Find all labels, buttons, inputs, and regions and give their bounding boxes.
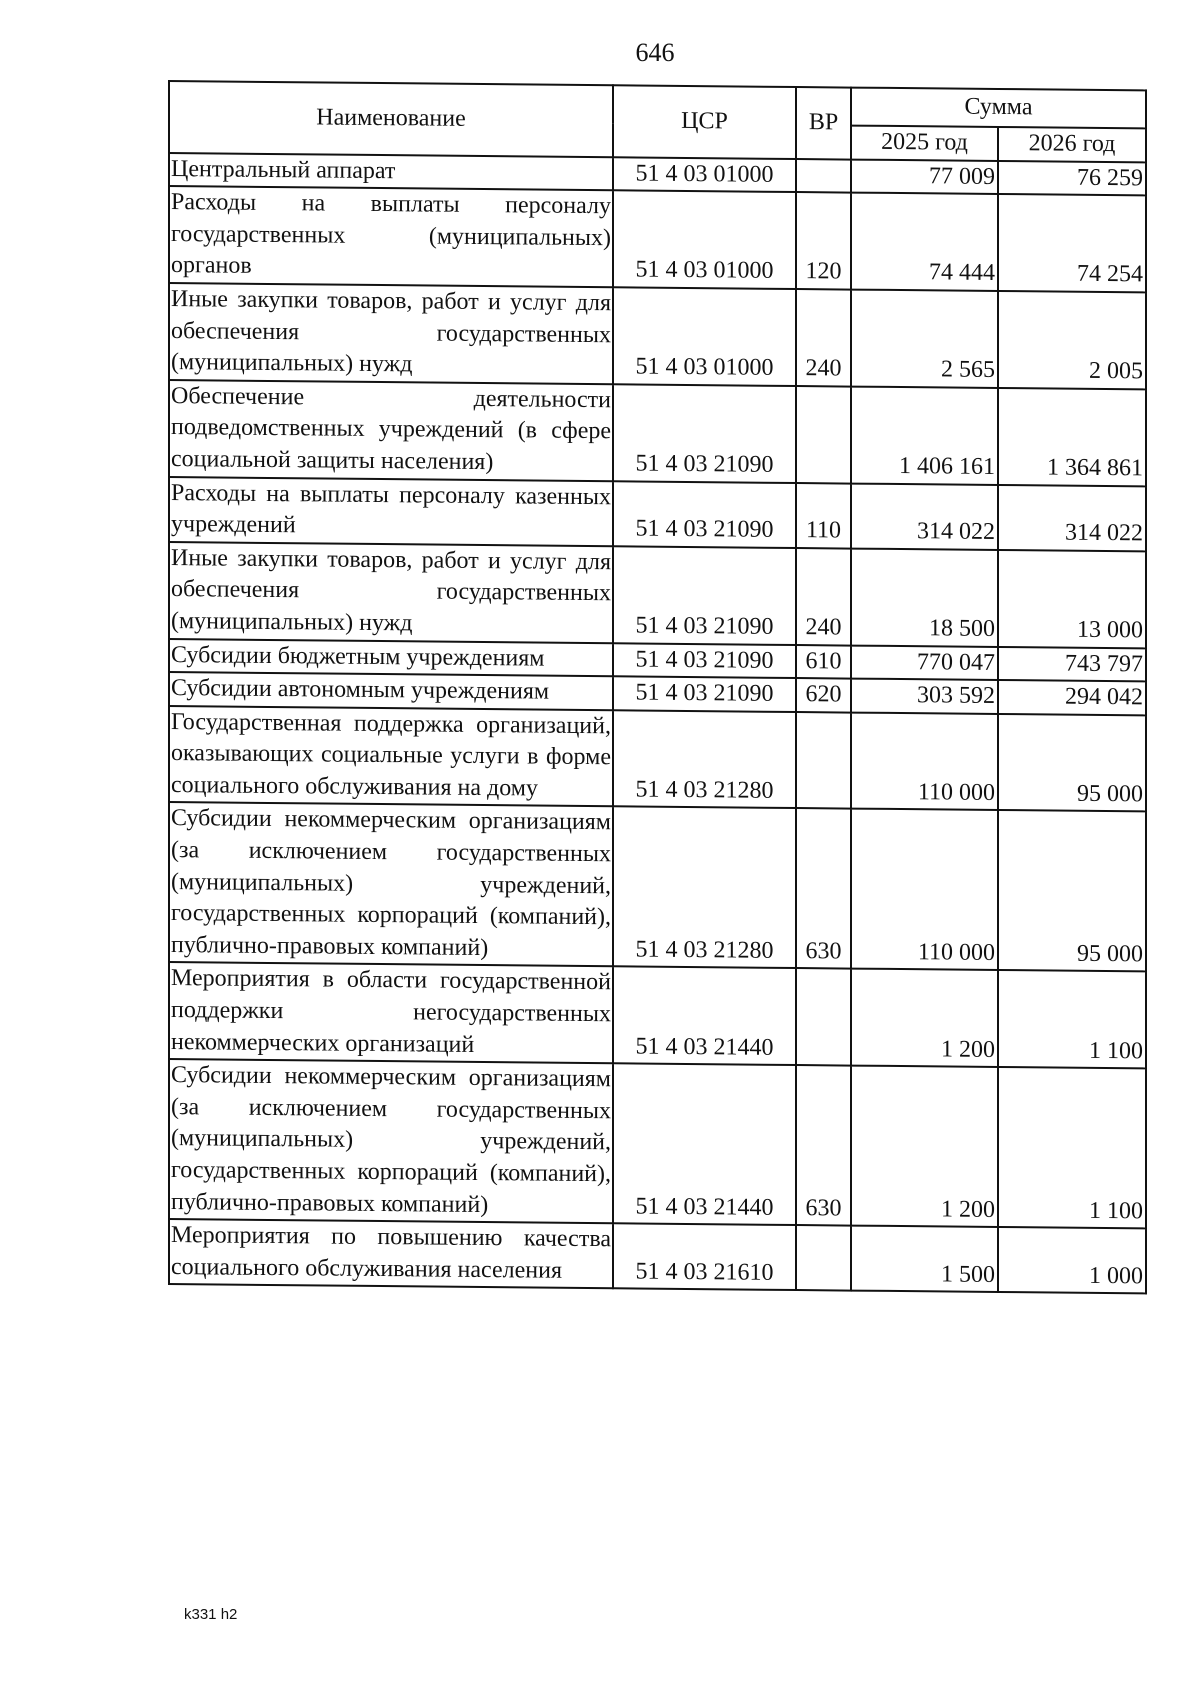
row-sum-2026: 1 000	[998, 1227, 1146, 1294]
row-csr: 51 4 03 21090	[613, 676, 796, 711]
row-vr: 630	[796, 808, 851, 968]
row-sum-2026: 743 797	[998, 646, 1146, 681]
row-csr: 51 4 03 21090	[613, 384, 796, 483]
row-sum-2025: 303 592	[851, 679, 998, 714]
row-name: Субсидии некоммерческим организациям (за исключением государственных (муниципальных) учреждений, государственных корпораций (компаний), публично-правовых компаний)	[169, 1059, 613, 1223]
row-csr: 51 4 03 21280	[613, 807, 796, 969]
row-name: Расходы на выплаты персоналу государственных (муниципальных) органов	[169, 186, 613, 287]
row-csr: 51 4 03 21090	[613, 546, 796, 645]
table-row	[169, 962, 1146, 1068]
row-sum-2025: 2 565	[851, 290, 998, 388]
footer-code: k331 h2	[184, 1606, 238, 1623]
row-name: Субсидии автономным учреждениям	[169, 672, 613, 710]
header-sum: Сумма	[851, 88, 1146, 129]
row-sum-2026: 76 259	[998, 161, 1146, 196]
row-sum-2026: 2 005	[998, 291, 1146, 389]
row-vr: 110	[796, 483, 851, 549]
header-vr: ВР	[796, 87, 851, 159]
row-name: Центральный аппарат	[169, 153, 613, 191]
row-sum-2026: 1 100	[998, 1067, 1146, 1228]
row-vr: 630	[796, 1065, 851, 1225]
row-csr: 51 4 03 21280	[613, 710, 796, 809]
row-name: Субсидии бюджетным учреждениям	[169, 639, 613, 677]
header-year-2026: 2026 год	[998, 127, 1146, 162]
row-name: Государственная поддержка организаций, оказывающих социальные услуги в форме социального обслуживания на дому	[169, 706, 613, 807]
row-vr	[796, 159, 851, 193]
row-csr: 51 4 03 21090	[613, 481, 796, 548]
row-vr	[796, 386, 851, 483]
row-sum-2025: 770 047	[851, 645, 998, 680]
header-csr: ЦСР	[613, 85, 796, 158]
header-name: Наименование	[169, 81, 613, 157]
row-name: Расходы на выплаты персоналу казенных учреждений	[169, 477, 613, 546]
row-vr	[796, 968, 851, 1065]
table-row	[169, 1219, 1146, 1294]
row-csr: 51 4 03 21440	[613, 967, 796, 1066]
row-sum-2025: 1 200	[851, 1066, 998, 1227]
row-sum-2026: 314 022	[998, 484, 1146, 551]
row-sum-2025: 1 406 161	[851, 386, 998, 484]
row-sum-2025: 110 000	[851, 809, 998, 970]
row-name: Обеспечение деятельности подведомственных учреждений (в сфере социальной защиты населения)	[169, 380, 613, 481]
row-sum-2026: 1 364 861	[998, 388, 1146, 486]
page-number: 646	[635, 38, 675, 67]
row-name: Мероприятия по повышению качества социального обслуживания населения	[169, 1219, 613, 1288]
row-csr: 51 4 03 01000	[613, 157, 796, 192]
row-csr: 51 4 03 01000	[613, 190, 796, 289]
row-csr: 51 4 03 21610	[613, 1223, 796, 1290]
row-sum-2025: 74 444	[851, 193, 998, 291]
row-csr: 51 4 03 21090	[613, 643, 796, 678]
row-name: Иные закупки товаров, работ и услуг для обеспечения государственных (муниципальных) нужд	[169, 283, 613, 384]
row-sum-2026: 95 000	[998, 714, 1146, 812]
table-row	[169, 477, 1146, 552]
row-sum-2026: 74 254	[998, 194, 1146, 292]
row-sum-2026: 1 100	[998, 970, 1146, 1068]
row-sum-2025: 1 500	[851, 1226, 998, 1293]
table-row	[169, 802, 1146, 971]
table-body	[169, 153, 1146, 1294]
row-csr: 51 4 03 01000	[613, 287, 796, 386]
row-sum-2025: 110 000	[851, 712, 998, 810]
row-sum-2026: 294 042	[998, 680, 1146, 715]
row-vr: 620	[796, 678, 851, 712]
table-row	[169, 380, 1146, 486]
row-vr	[796, 712, 851, 809]
table-row	[169, 542, 1146, 648]
row-sum-2026: 95 000	[998, 810, 1146, 971]
header-year-2025: 2025 год	[851, 126, 998, 161]
row-sum-2025: 77 009	[851, 159, 998, 194]
row-csr: 51 4 03 21440	[613, 1063, 796, 1225]
row-sum-2025: 314 022	[851, 483, 998, 550]
row-vr: 240	[796, 289, 851, 386]
row-sum-2025: 18 500	[851, 548, 998, 646]
row-name: Иные закупки товаров, работ и услуг для обеспечения государственных (муниципальных) нужд	[169, 542, 613, 643]
table-header	[169, 81, 1146, 162]
table-row	[169, 1059, 1146, 1228]
budget-table	[168, 80, 1147, 1295]
row-sum-2025: 1 200	[851, 969, 998, 1067]
row-vr: 610	[796, 645, 851, 679]
table-row	[169, 186, 1146, 292]
row-vr: 120	[796, 192, 851, 289]
row-vr	[796, 1225, 851, 1291]
row-name: Субсидии некоммерческим организациям (за исключением государственных (муниципальных) учреждений, государственных корпораций (компаний), публично-правовых компаний)	[169, 802, 613, 966]
row-sum-2026: 13 000	[998, 550, 1146, 648]
table-row	[169, 706, 1146, 812]
row-vr: 240	[796, 548, 851, 645]
row-name: Мероприятия в области государственной поддержки негосударственных некоммерческих организаций	[169, 962, 613, 1063]
table-row	[169, 283, 1146, 389]
